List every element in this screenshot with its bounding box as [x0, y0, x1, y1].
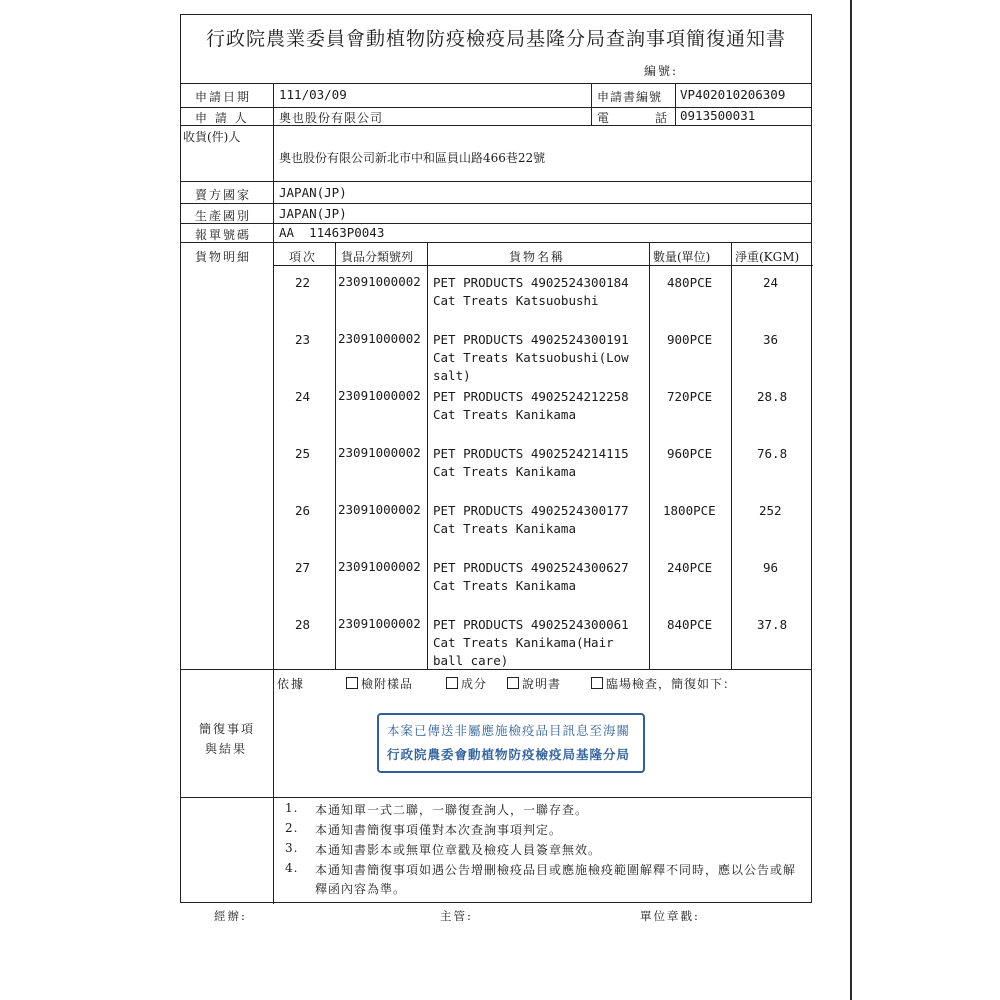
note-text: 本通知書簡復事項僅對本次查詢事項判定。: [315, 823, 563, 837]
row-item: 25: [295, 446, 311, 461]
row-name: PET PRODUCTS 4902524212258 Cat Treats Kanikama: [433, 389, 629, 422]
col-header-name: 貨物名稱: [509, 250, 566, 264]
row-qty: 240PCE: [667, 560, 713, 575]
row-name: PET PRODUCTS 4902524300061 Cat Treats Kanikama(Hair ball care): [433, 617, 629, 668]
row-qty: 480PCE: [667, 275, 713, 290]
goods-detail-label: 貨物明細: [195, 250, 252, 264]
row-weight: 96: [763, 560, 779, 575]
row-qty: 900PCE: [667, 332, 713, 347]
note-text: 本通知書簡復事項如遇公告增刪檢疫品目或應施檢疫範圍解釋不同時，應以公告或解釋函內容為準。: [315, 863, 797, 896]
result-label-line2: 與結果: [205, 742, 248, 756]
rule: [181, 797, 811, 798]
col-header-qty: 數量(單位): [653, 250, 711, 264]
rule: [427, 242, 428, 669]
origin-country-value: JAPAN(JP): [279, 206, 347, 221]
form-title: 行政院農業委員會動植物防疫檢疫局基隆分局查詢事項簡復通知書: [205, 27, 786, 50]
col-header-weight: 淨重(KGM): [735, 250, 800, 264]
note-number: 1.: [285, 801, 299, 815]
row-code: 23091000002: [338, 502, 421, 517]
row-qty: 1800PCE: [663, 503, 716, 518]
row-name: PET PRODUCTS 4902524300191 Cat Treats Katsuobushi(Low salt): [433, 332, 629, 383]
row-item: 26: [295, 503, 311, 518]
rule: [181, 203, 811, 204]
note-text: 本通知書影本或無單位章戳及檢疫人員簽章無效。: [315, 843, 602, 857]
row-weight: 28.8: [757, 389, 788, 404]
row-item: 28: [295, 617, 311, 632]
rule: [649, 242, 650, 669]
row-weight: 37.8: [757, 617, 788, 632]
row-weight: 24: [763, 275, 779, 290]
stamp-line-2: 行政院農委會動植物防疫檢疫局基隆分局: [387, 747, 631, 762]
rule: [181, 242, 811, 243]
result-label-line1: 簡復事項: [199, 722, 256, 736]
rule: [273, 83, 274, 904]
consignee-value: 奧也股份有限公司新北市中和區員山路466巷22號: [279, 151, 546, 165]
row-item: 23: [295, 332, 311, 347]
option-onsite-inspection[interactable]: 臨場檢查，簡復如下：: [591, 675, 736, 692]
rule: [675, 83, 676, 125]
rule: [591, 83, 592, 125]
row-code: 23091000002: [338, 559, 421, 574]
serial-label: 編號:: [644, 64, 679, 78]
row-name: PET PRODUCTS 4902524214115 Cat Treats Kanikama: [433, 446, 629, 479]
option-manual[interactable]: 說明書: [507, 675, 561, 692]
row-code: 23091000002: [338, 388, 421, 403]
phone-value: 0913500031: [680, 108, 756, 123]
application-no-label: 申請書編號: [597, 90, 663, 104]
rule: [181, 83, 811, 84]
row-name: PET PRODUCTS 4902524300627 Cat Treats Kanikama: [433, 560, 629, 593]
row-qty: 720PCE: [667, 389, 713, 404]
unit-seal-label: 單位章戳:: [640, 909, 700, 923]
declaration-no-value: AA 11463P0043: [279, 225, 385, 240]
rule: [181, 181, 811, 182]
option-ingredients[interactable]: 成分: [446, 675, 487, 692]
rule: [181, 223, 811, 224]
phone-label-b: 話: [655, 111, 670, 125]
note-number: 3.: [285, 841, 299, 855]
rule: [335, 242, 336, 669]
note-number: 2.: [285, 821, 299, 835]
rule: [731, 242, 732, 669]
applicant-value: 奧也股份有限公司: [279, 111, 384, 125]
row-code: 23091000002: [338, 616, 421, 631]
row-weight: 36: [763, 332, 779, 347]
row-code: 23091000002: [338, 274, 421, 289]
seller-country-label: 賣方國家: [195, 188, 252, 202]
stamp-line-1: 本案已傳送非屬應施檢疫品目訊息至海關: [387, 723, 631, 738]
apply-date-label: 申請日期: [195, 90, 252, 104]
supervisor-signature-label: 主管:: [440, 909, 473, 923]
origin-country-label: 生產國別: [195, 209, 252, 223]
checkbox-icon: [346, 677, 358, 689]
basis-label: 依據: [277, 677, 306, 691]
checkbox-icon: [591, 677, 603, 689]
checkbox-icon: [446, 677, 458, 689]
handler-signature-label: 經辦:: [214, 909, 247, 923]
rule: [181, 125, 811, 126]
row-code: 23091000002: [338, 445, 421, 460]
applicant-label: 申 請 人: [195, 111, 249, 125]
col-header-item: 項次: [289, 250, 318, 264]
notice-form: [180, 14, 812, 903]
row-item: 27: [295, 560, 311, 575]
option-sample[interactable]: 檢附樣品: [346, 675, 413, 692]
consignee-label: 收貨(件)人: [183, 130, 241, 144]
declaration-no-label: 報單號碼: [195, 228, 252, 242]
row-name: PET PRODUCTS 4902524300184 Cat Treats Katsuobushi: [433, 275, 629, 308]
row-item: 22: [295, 275, 311, 290]
apply-date-value: 111/03/09: [279, 87, 347, 102]
page-edge-line: [850, 0, 852, 1000]
seller-country-value: JAPAN(JP): [279, 185, 347, 200]
application-no-value: VP402010206309: [680, 87, 786, 102]
row-weight: 252: [759, 503, 782, 518]
row-qty: 840PCE: [667, 617, 713, 632]
row-name: PET PRODUCTS 4902524300177 Cat Treats Kanikama: [433, 503, 629, 536]
col-header-code: 貨品分類號列: [341, 250, 414, 264]
note-text: 本通知單一式二聯，一聯復查詢人，一聯存查。: [315, 803, 589, 817]
official-stamp: [377, 713, 645, 773]
phone-label-a: 電: [597, 111, 612, 125]
note-number: 4.: [285, 861, 299, 875]
row-code: 23091000002: [338, 331, 421, 346]
row-item: 24: [295, 389, 311, 404]
row-weight: 76.8: [757, 446, 788, 461]
checkbox-icon: [507, 677, 519, 689]
row-qty: 960PCE: [667, 446, 713, 461]
